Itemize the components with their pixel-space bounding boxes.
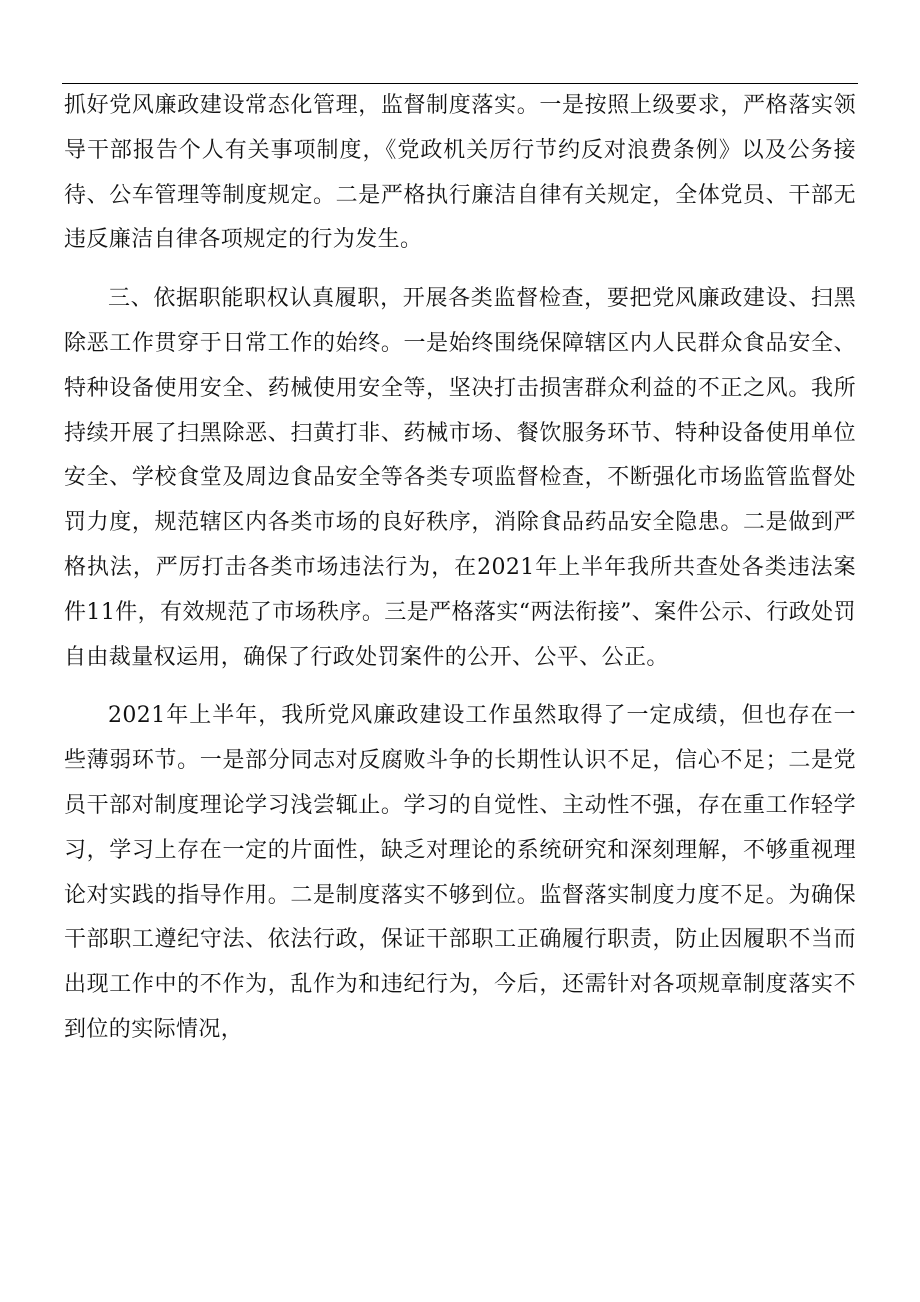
paragraph-continuation: 抓好党风廉政建设常态化管理，监督制度落实。一是按照上级要求，严格落实领导干部报告个人有关事项制度，《党政机关厉行节约反对浪费条例》以及公务接待、公车管理等制度规定。二是严格执行廉洁自律有关规定，全体党员、干部无违反廉洁自律各项规定的行为发生。	[64, 93, 856, 253]
paragraph-section-three: 三、依据职能职权认真履职，开展各类监督检查，要把党风廉政建设、扫黑除恶工作贯穿于日常工作的始终。一是始终围绕保障辖区内人民群众食品安全、特种设备使用安全、药械使用安全等，坚决打击损害群众利益的不正之风。我所持续开展了扫黑除恶、扫黄打非、药械市场、餐饮服务环节、特种设备使用单位安全、学校食堂及周边食品安全等各类专项监督检查，不断强化市场监管监督处罚力度，规范辖区内各类市场的良好秩序，消除食品药品安全隐患。二是做到严格执法，严厉打击各类市场违法行为，在2021年上半年我所共查处各类违法案件11件，有效规范了市场秩序。三是严格落实“两法衔接”、案件公示、行政处罚自由裁量权运用，确保了行政处罚案件的公开、公平、公正。	[64, 286, 856, 670]
paragraph-shortcomings: 2021年上半年，我所党风廉政建设工作虽然取得了一定成绩，但也存在一些薄弱环节。一是部分同志对反腐败斗争的长期性认识不足，信心不足；二是党员干部对制度理论学习浅尝辄止。学习的自觉性、主动性不强，存在重工作轻学习，学习上存在一定的片面性，缺乏对理论的系统研究和深刻理解，不够重视理论对实践的指导作用。二是制度落实不够到位。监督落实制度力度不足。为确保干部职工遵纪守法、依法行政，保证干部职工正确履行职责，防止因履职不当而出现工作中的不作为，乱作为和违纪行为，今后，还需针对各项规章制度落实不到位的实际情况，	[64, 703, 856, 1042]
document-body	[64, 84, 856, 1053]
